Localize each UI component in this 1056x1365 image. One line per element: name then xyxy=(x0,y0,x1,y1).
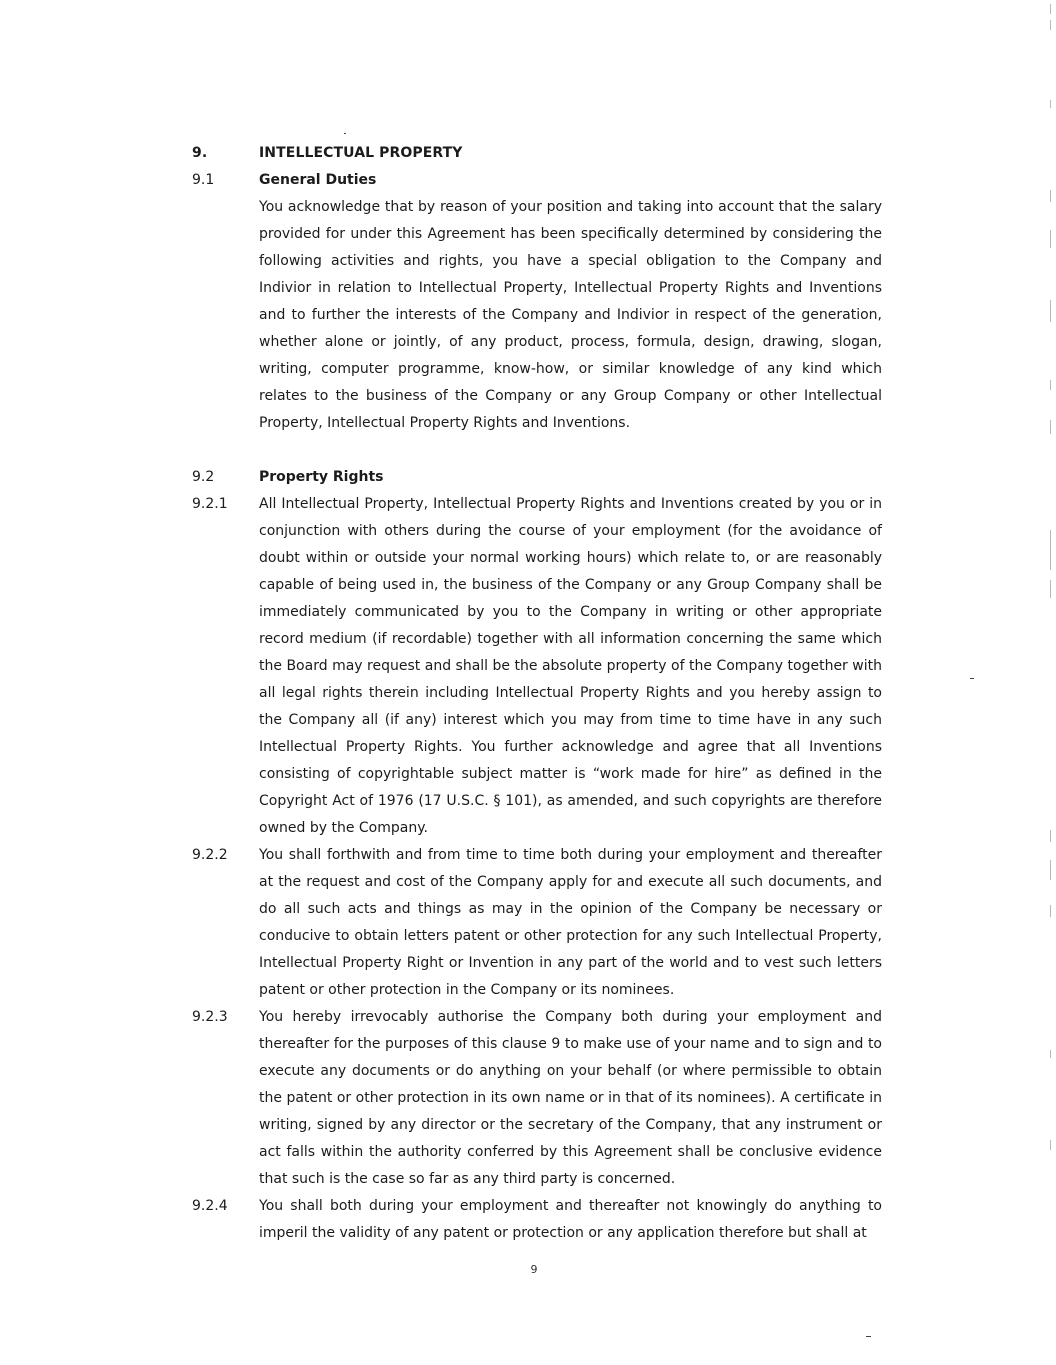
clause-number: 9.2.3 xyxy=(192,1009,228,1025)
section-title: INTELLECTUAL PROPERTY xyxy=(259,145,463,161)
scan-speck xyxy=(866,1336,871,1337)
clause-text: All Intellectual Property, Intellectual Property Rights and Inventions created by you or in conjunction with others during the course of your employment (for the avoidance of doubt within or outside your normal working hours) which relate to, or are reasonably capable of being used in, the business of the Company or any Group Company shall be immediately communicated by you to the Company in writing or other appropriate record medium (if recordable) together with all information concerning the same which the Board may request and shall be the absolute property of the Company together with all legal rights therein including Intellectual Property Rights and you hereby assign to the Company all (if any) interest which you may from time to time have in any such Intellectual Property Rights. You further acknowledge and agree that all Inventions consisting of copyrightable subject matter is “work made for hire” as defined in the Copyright Act of 1976 (17 U.S.C. § 101), as amended, and such copyrights are therefore owned by the Company. xyxy=(259,496,882,836)
clause-number: 9.2.2 xyxy=(192,847,228,863)
clause-text: You shall both during your employment and thereafter not knowingly do anything to imperil the validity of any patent or protection or any application therefore but shall at xyxy=(259,1198,882,1241)
scan-speck xyxy=(970,678,974,679)
subsection-heading-9-2 xyxy=(192,464,882,491)
clause-number: 9.2.4 xyxy=(192,1198,228,1214)
scan-edge-marks xyxy=(1044,0,1056,1365)
clause-text: You hereby irrevocably authorise the Company both during your employment and thereafter for the purposes of this clause 9 to make use of your name and to sign and to execute any documents or do anything on your behalf (or where permissible to obtain the patent or other protection in its own name or in that of its nominees). A certificate in writing, signed by any director or the secretary of the Company, that any instrument or act falls within the authority conferred by this Agreement shall be conclusive evidence that such is the case so far as any third party is concerned. xyxy=(259,1009,882,1187)
section-number: 9. xyxy=(192,145,208,161)
subsection-title: General Duties xyxy=(259,172,377,188)
section-9 xyxy=(192,140,882,1247)
scan-speck xyxy=(344,133,346,134)
page-number: 9 xyxy=(530,1263,538,1276)
clause-9-2-4 xyxy=(192,1193,882,1247)
general-duties-paragraph: You acknowledge that by reason of your position and taking into account that the salary provided for under this Agreement has been specifically determined by considering the following activities and rights, you have a special obligation to the Company and Indivior in relation to Intellectual Property, Intellectual Property Rights and Inventions and to further the interests of the Company and Indivior in respect of the generation, whether alone or jointly, of any product, process, formula, design, drawing, slogan, writing, computer programme, know-how, or similar knowledge of any kind which relates to the business of the Company or any Group Company or other Intellectual Property, Intellectual Property Rights and Inventions. xyxy=(259,199,882,431)
clause-9-2-2 xyxy=(192,842,882,1004)
clause-number: 9.2.1 xyxy=(192,496,228,512)
clause-9-2-3 xyxy=(192,1004,882,1193)
section-heading xyxy=(192,140,882,167)
clause-text: You shall forthwith and from time to time both during your employment and thereafter at the request and cost of the Company apply for and execute all such documents, and do all such acts and things as may in the opinion of the Company be necessary or conducive to obtain letters patent or other protection for any such Intellectual Property, Intellectual Property Right or Invention in any part of the world and to vest such letters patent or other protection in the Company or its nominees. xyxy=(259,847,882,998)
subsection-title: Property Rights xyxy=(259,469,384,485)
subsection-heading-9-1 xyxy=(192,167,882,194)
clause-9-2-1 xyxy=(192,491,882,842)
subsection-number: 9.2 xyxy=(192,469,215,485)
subsection-number: 9.1 xyxy=(192,172,215,188)
